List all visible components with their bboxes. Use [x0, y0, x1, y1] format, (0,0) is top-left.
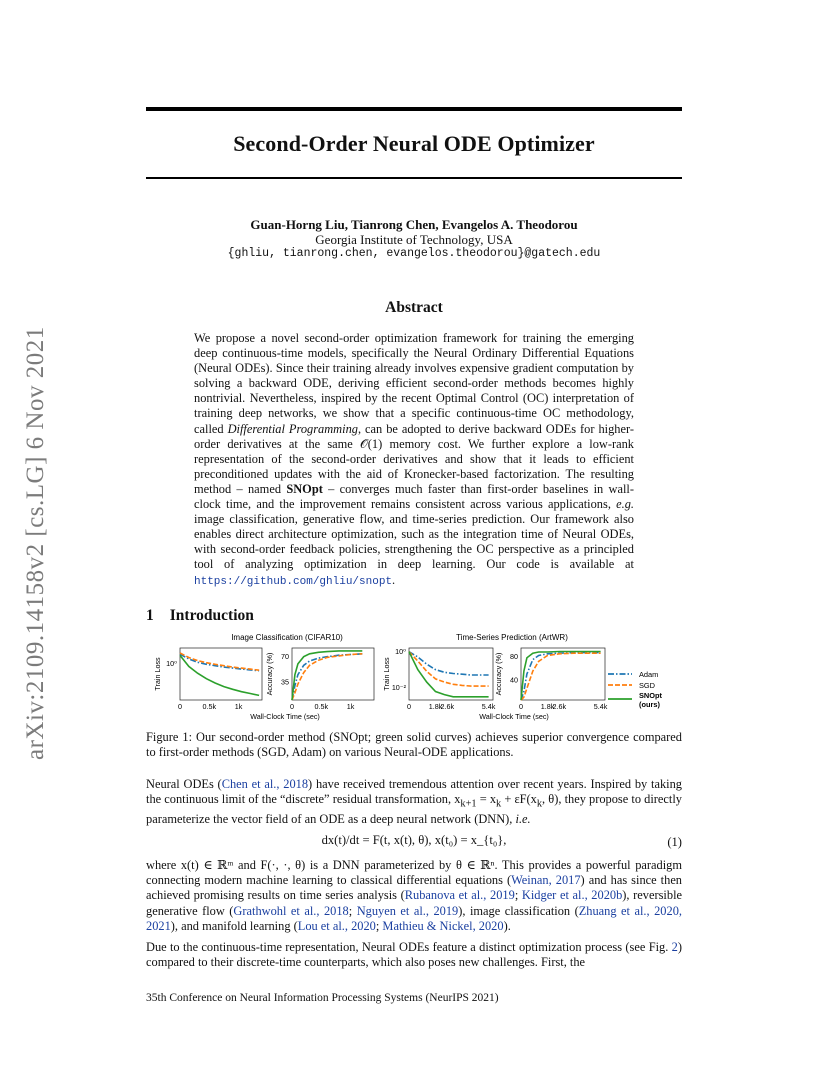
- y-axis-label: Train Loss: [382, 657, 391, 691]
- y-tick-label: 10⁰: [395, 647, 406, 657]
- abstract-text: We propose a novel second-order optimization framework for training the emerging deep continuous-time models, specifically the Neural Ordinary Differential Equations (Neural ODEs). Since their training already involves expensive gradient computation by solving a backward ODE, deriving efficient second-order methods becomes highly nontrivial. Nevertheless, inspired by the recent Optimal Control (OC) interpretation of training deep networks, we show that a specific continuous-time OC methodology, called Differential Programming, can be adopted to derive backward ODEs for higher-order derivatives at the same 𝒪(1) memory cost. We further explore a low-rank representation of the second-order derivatives and show that it leads to efficient preconditioned updates with the aid of Kronecker-based factorization. The resulting method – named SNOpt – converges much faster than first-order baselines in wall-clock time, and the improvement remains consistent across various applications, e.g. image classification, generative flow, and time-series prediction. Our framework also enables direct architecture optimization, such as the integration time of Neural ODEs, with second-order feedback policies, strengthening the OC perspective as a principled tool of analyzing optimization in deep learning. Our code is available at https://github.com/ghliu/snopt.: [194, 331, 635, 588]
- series-sgd: [292, 654, 362, 700]
- cite-grathwohl[interactable]: Grathwohl et al., 2018: [233, 903, 349, 918]
- panel-3: [382, 647, 496, 711]
- x-tick-label: 1k: [234, 702, 243, 711]
- y-tick-label: 80: [510, 652, 518, 662]
- series-sgd: [180, 653, 259, 670]
- legend-snopt: SNOpt: [639, 691, 662, 700]
- legend-ours: (ours): [639, 700, 660, 709]
- series-snopt: [180, 655, 259, 695]
- y-tick-label: 40: [510, 675, 518, 685]
- code-link[interactable]: https://github.com/ghliu/snopt: [194, 575, 393, 588]
- cite-zhuang[interactable]: Zhuang et al., 2020, 2021: [146, 903, 682, 933]
- paper-title: Second-Order Neural ODE Optimizer: [233, 131, 595, 156]
- equation-1: [146, 825, 682, 857]
- title-rule-top: [146, 107, 682, 111]
- cite-mathieu[interactable]: Mathieu & Nickel, 2020: [382, 918, 504, 933]
- affiliation: Georgia Institute of Technology, USA: [315, 232, 513, 247]
- x-tick-label: 5.4k: [593, 702, 608, 711]
- legend: [608, 670, 663, 709]
- x-tick-label: 2.6k: [440, 702, 455, 711]
- panel-2: [265, 648, 374, 711]
- title-rule-bottom: [146, 177, 682, 179]
- email: {ghliu, tianrong.chen, evangelos.theodorou}@gatech.edu: [227, 247, 601, 260]
- paragraph-2: where x(t) ∈ ℝᵐ and F(·, ·, θ) is a DNN parameterized by θ ∈ ℝⁿ. This provides a powerful paradigm connecting modern machine learning to classical differential equations (Weinan, 2017) and has since then achieved promising results on time series analysis (Rubanova et al., 2019; Kidger et al., 2020b), reversible generative flow (Grathwohl et al., 2018; Nguyen et al., 2019), image classification (Zhuang et al., 2020, 2021), and manifold learning (Lou et al., 2020; Mathieu & Nickel, 2020).: [146, 858, 683, 933]
- legend-adam: Adam: [639, 670, 659, 679]
- series-adam: [292, 654, 362, 700]
- paragraph-3: Due to the continuous-time representation, Neural ODEs feature a distinct optimization process (see Fig. 2) compared to their discrete-time counterparts, which also poses new challenges. First, the: [146, 940, 682, 970]
- y-tick-label: 35: [281, 677, 289, 687]
- series-snopt: [292, 651, 362, 700]
- x-tick-label: 1k: [346, 702, 355, 711]
- figure-1: [146, 628, 682, 726]
- cite-weinan[interactable]: Weinan, 2017: [511, 873, 581, 888]
- y-tick-label: 10⁰: [166, 658, 177, 668]
- series-adam: [521, 653, 601, 700]
- cite-kidger[interactable]: Kidger et al., 2020b: [521, 888, 623, 903]
- arxiv-sidebar: arXiv:2109.14158v2 [cs.LG] 6 Nov 2021: [22, 326, 49, 760]
- abstract-heading: Abstract: [385, 299, 443, 316]
- x-tick-label: 0: [519, 702, 523, 711]
- panel-1: [153, 648, 262, 711]
- equation-body: dx(t)/dt = F(t, x(t), θ), x(t₀) = x_{t₀},: [321, 833, 507, 847]
- cite-nguyen[interactable]: Nguyen et al., 2019: [356, 903, 459, 918]
- y-tick-label: 70: [281, 652, 289, 662]
- y-axis-label: Accuracy (%): [494, 652, 503, 696]
- cite-rubanova[interactable]: Rubanova et al., 2019: [404, 888, 515, 903]
- y-axis-label: Accuracy (%): [265, 652, 274, 696]
- plot-frame: [180, 648, 262, 700]
- legend-sgd: SGD: [639, 681, 656, 690]
- x-tick-label: 5.4k: [481, 702, 496, 711]
- xlabel-right: Wall-Clock Time (sec): [479, 712, 549, 721]
- footer: 35th Conference on Neural Information Processing Systems (NeurIPS 2021): [146, 992, 499, 1004]
- series-sgd: [409, 652, 489, 686]
- series-adam: [409, 652, 489, 675]
- cite-lou[interactable]: Lou et al., 2020: [297, 918, 376, 933]
- x-tick-label: 0: [407, 702, 411, 711]
- figure-caption: Figure 1: Our second-order method (SNOpt; green solid curves) achieves superior convergence compared to first-order methods (SGD, Adam) on various Neural-ODE applications.: [146, 730, 682, 759]
- section-heading: 1 Introduction: [146, 607, 254, 624]
- x-tick-label: 1.8k: [540, 702, 555, 711]
- fig-ref[interactable]: 2: [671, 940, 678, 954]
- xlabel-left: Wall-Clock Time (sec): [250, 712, 320, 721]
- plot-frame: [521, 648, 605, 700]
- x-tick-label: 2.6k: [552, 702, 567, 711]
- cite-chen[interactable]: Chen et al., 2018: [221, 777, 309, 791]
- y-axis-label: Train Loss: [153, 657, 162, 691]
- series-sgd: [521, 653, 601, 700]
- x-tick-label: 0.5k: [202, 702, 217, 711]
- y-tick-label: 10⁻²: [391, 682, 406, 692]
- panel-title-left: Image Classification (CIFAR10): [231, 633, 343, 642]
- authors: Guan-Horng Liu, Tianrong Chen, Evangelos A. Theodorou: [250, 217, 578, 232]
- equation-number: (1): [667, 835, 682, 849]
- x-tick-label: 0: [290, 702, 294, 711]
- x-tick-label: 0.5k: [314, 702, 329, 711]
- panel-4: [494, 648, 608, 711]
- panel-title-right: Time-Series Prediction (ArtWR): [456, 633, 568, 642]
- x-tick-label: 1.8k: [428, 702, 443, 711]
- x-tick-label: 0: [178, 702, 182, 711]
- paragraph-1: Neural ODEs (Chen et al., 2018) have received tremendous attention over recent years. Inspired by taking the continuous limit of the “discrete” residual transformation, $x_{k+1} = x_k + \varepsilon F(x_k$, θ), they propose to directly parameterize the vector field of an ODE as a deep neural network (DNN), i.e.: [146, 777, 682, 826]
